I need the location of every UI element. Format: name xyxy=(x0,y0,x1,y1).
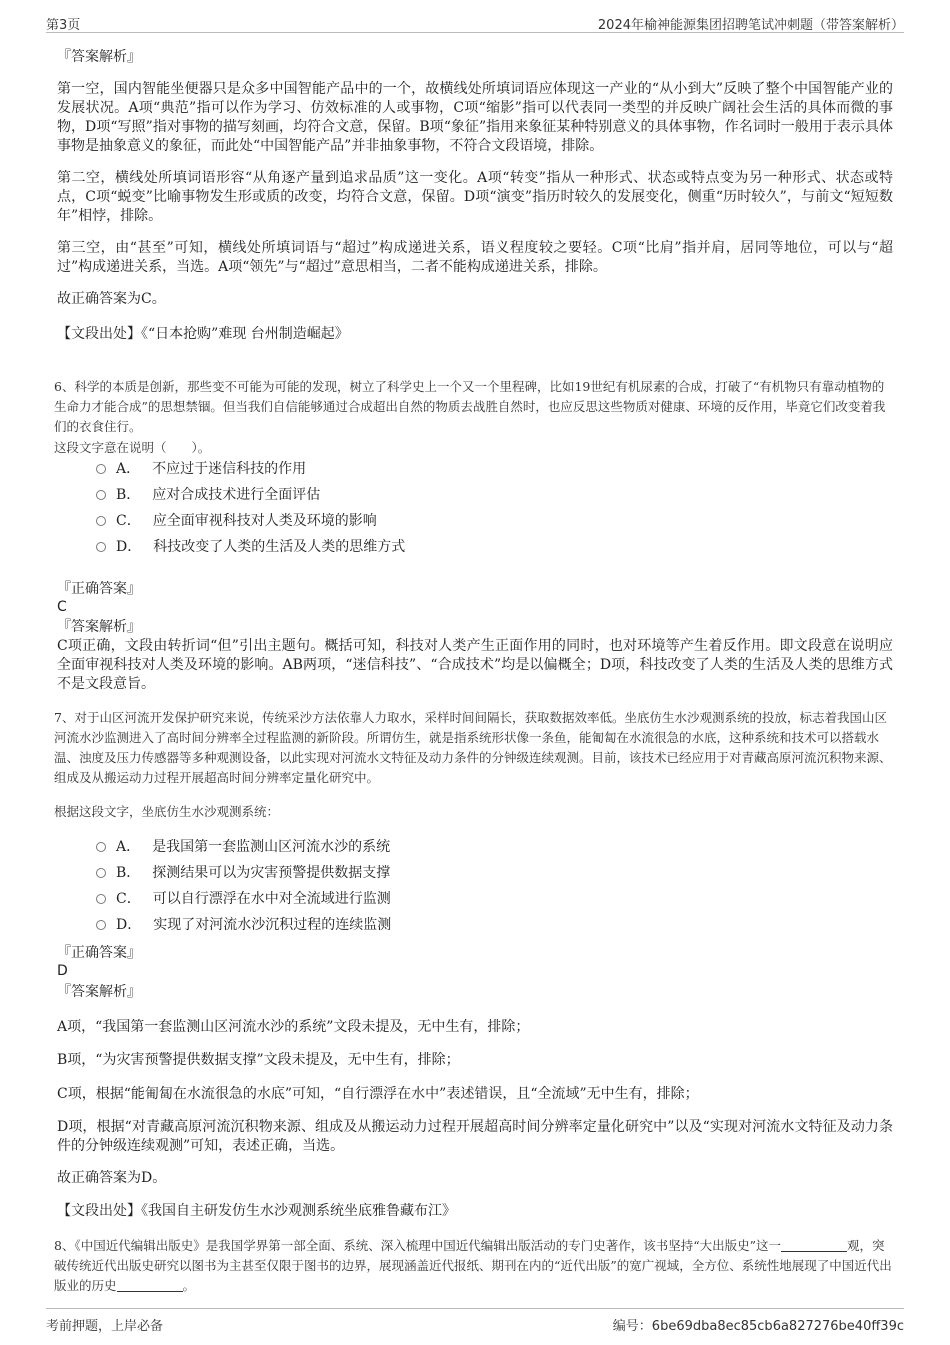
q5-analysis-paragraph-2: 第二空，横线处所填词语形容“从角逐产量到追求品质”这一变化。A项“转变”指从一种形式、状态或特点变为另一种形式、状态或特点，C项“蜕变”比喻事物发生形或质的改变，均符合文意，保留。D项“演变”指历时较久的发展变化，侧重“历时较久”，与前文“短短数年”相悖，排除。 xyxy=(57,170,893,224)
q6-option-c[interactable]: C． 应全面审视科技对人类及环境的影响 xyxy=(96,511,377,531)
q8-stem: 8、《中国近代编辑出版史》是我国学界第一部全面、系统、深入梳理中国近代编辑出版活动的专门史著作，该书坚持“大出版史”这一 观，突破传统近代出版史研究以图书为主甚至仅限于图书的边界，展现涵盖近代报纸、期刊在内的“近代出版”的宽广视域，全方位、系统性地展现了中国近代出版业的历史 。 xyxy=(54,1238,892,1293)
q7-conclusion: 故正确答案为D。 xyxy=(57,1170,167,1186)
radio-button-icon[interactable] xyxy=(96,542,106,552)
radio-button-icon[interactable] xyxy=(96,490,106,500)
q6-prompt: 这段文字意在说明（ ）。 xyxy=(54,440,211,455)
q7-analysis-d: D项，根据“对青藏高原河流沉积物来源、组成及从搬运动力过程开展超高时间分辨率定量化研究中”以及“实现对河流水文特征及动力条件的分钟级连续观测”可知，表述正确，当选。 xyxy=(57,1119,893,1154)
q6-stem: 6、科学的本质是创新，那些变不可能为可能的发现，树立了科学史上一个又一个里程碑，比如19世纪有机尿素的合成，打破了“有机物只有靠动植物的生命力才能合成”的思想禁锢。但当我们自信能够通过合成超出自然的物质去战胜自然时，也应反思这些物质对健康、环境的反作用，毕竟它们改变着我们的衣食住行。 xyxy=(54,379,886,434)
footer-slogan: 考前押题，上岸必备 xyxy=(46,1319,164,1334)
q7-option-b[interactable]: B． 探测结果可以为灾害预警提供数据支撑 xyxy=(96,863,390,883)
radio-button-icon[interactable] xyxy=(96,868,106,878)
fill-blank-1[interactable] xyxy=(781,1239,847,1252)
q7-option-d[interactable]: D． 实现了对河流水沙沉积过程的连续监测 xyxy=(96,915,391,935)
q5-analysis-paragraph-1: 第一空，国内智能坐便器只是众多中国智能产品中的一个，故横线处所填词语应体现这一产业的“从小到大”反映了整个中国智能产业的发展状况。A项“典范”指可以作为学习、仿效标准的人或事物，C项“缩影”指可以代表同一类型的并反映广阔社会生活的具体而微的事物，D项“写照”指对事物的描写刻画，均符合文意，保留。B项“象征”指用来象征某种特别意义的具体事物，作名词时一般用于表示具体事物是抽象意义的象征，而此处“中国智能产品”并非抽象事物，不符合文段语境，排除。 xyxy=(57,81,893,154)
q7-analysis-a: A项，“我国第一套监测山区河流水沙的系统”文段未提及，无中生有，排除； xyxy=(57,1019,530,1035)
q5-source: 【文段出处】《“日本抢购”难现 台州制造崛起》 xyxy=(57,326,349,342)
q5-analysis-label: 『答案解析』 xyxy=(57,49,141,65)
q5-analysis-paragraph-3: 第三空，由“甚至”可知，横线处所填词语与“超过”构成递进关系，语义程度较之要轻。C项“比肩”指并肩，居同等地位，可以与“超过”构成递进关系，当选。A项“领先”与“超过”意思相当，二者不能构成递进关系，排除。 xyxy=(57,240,893,275)
q6-analysis-label: 『答案解析』 xyxy=(57,619,141,635)
radio-button-icon[interactable] xyxy=(96,842,106,852)
page-number: 第3页 xyxy=(46,18,81,33)
radio-button-icon[interactable] xyxy=(96,464,106,474)
radio-button-icon[interactable] xyxy=(96,894,106,904)
radio-button-icon[interactable] xyxy=(96,920,106,930)
fill-blank-2[interactable] xyxy=(117,1279,183,1292)
document-title: 2024年榆神能源集团招聘笔试冲刺题（带答案解析） xyxy=(597,18,904,33)
q7-analysis-c: C项，根据“能匍匐在水流很急的水底”可知，“自行漂浮在水中”表述错误，且“全流域”无中生有，排除； xyxy=(57,1086,699,1102)
q7-stem: 7、对于山区河流开发保护研究来说，传统采沙方法依靠人力取水，采样时间间隔长，获取数据效率低。坐底仿生水沙观测系统的投放，标志着我国山区河流水沙监测进入了高时间分辨率全过程监测的新阶段。所谓仿生，就是指系统形状像一条鱼，能匍匐在水流很急的水底，这种系统和技术可以搭载水温、浊度及压力传感器等多种观测设备，以此实现对河流水文特征及动力条件的分钟级连续观测。目前，该技术已经应用于对青藏高原河流沉积物来源、组成及从搬运动力过程开展超高时间分辨率定量化研究中。 xyxy=(54,710,892,785)
q5-conclusion: 故正确答案为C。 xyxy=(57,291,166,307)
q7-prompt: 根据这段文字，坐底仿生水沙观测系统： xyxy=(54,804,280,819)
q7-answer: D xyxy=(57,963,68,979)
q7-answer-label: 『正确答案』 xyxy=(57,945,141,961)
q6-option-d[interactable]: D． 科技改变了人类的生活及人类的思维方式 xyxy=(96,537,405,557)
q7-analysis-label: 『答案解析』 xyxy=(57,984,141,1000)
q7-source: 【文段出处】《我国自主研发仿生水沙观测系统坐底雅鲁藏布江》 xyxy=(57,1203,456,1219)
q7-analysis-b: B项，“为灾害预警提供数据支撑”文段未提及，无中生有，排除； xyxy=(57,1052,460,1068)
q7-option-a[interactable]: A． 是我国第一套监测山区河流水沙的系统 xyxy=(96,837,390,857)
q7-option-c[interactable]: C． 可以自行漂浮在水中对全流域进行监测 xyxy=(96,889,391,909)
document-code: 编号：6be69dba8ec85cb6a827276be40ff39c xyxy=(612,1319,904,1334)
q6-option-a[interactable]: A． 不应过于迷信科技的作用 xyxy=(96,459,306,479)
q6-answer-label: 『正确答案』 xyxy=(57,581,141,597)
radio-button-icon[interactable] xyxy=(96,516,106,526)
page-header xyxy=(46,10,904,33)
q6-option-b[interactable]: B． 应对合成技术进行全面评估 xyxy=(96,485,320,505)
page-footer xyxy=(46,1308,904,1337)
q6-analysis: C项正确，文段由转折词“但”引出主题句。概括可知，科技对人类产生正面作用的同时，也对环境等产生着反作用。即文段意在说明应全面审视科技对人类及环境的影响。AB两项，“迷信科技”、“合成技术”均是以偏概全；D项，科技改变了人类的生活及人类的思维方式不是文段意旨。 xyxy=(57,638,893,692)
q6-answer: C xyxy=(57,599,67,615)
